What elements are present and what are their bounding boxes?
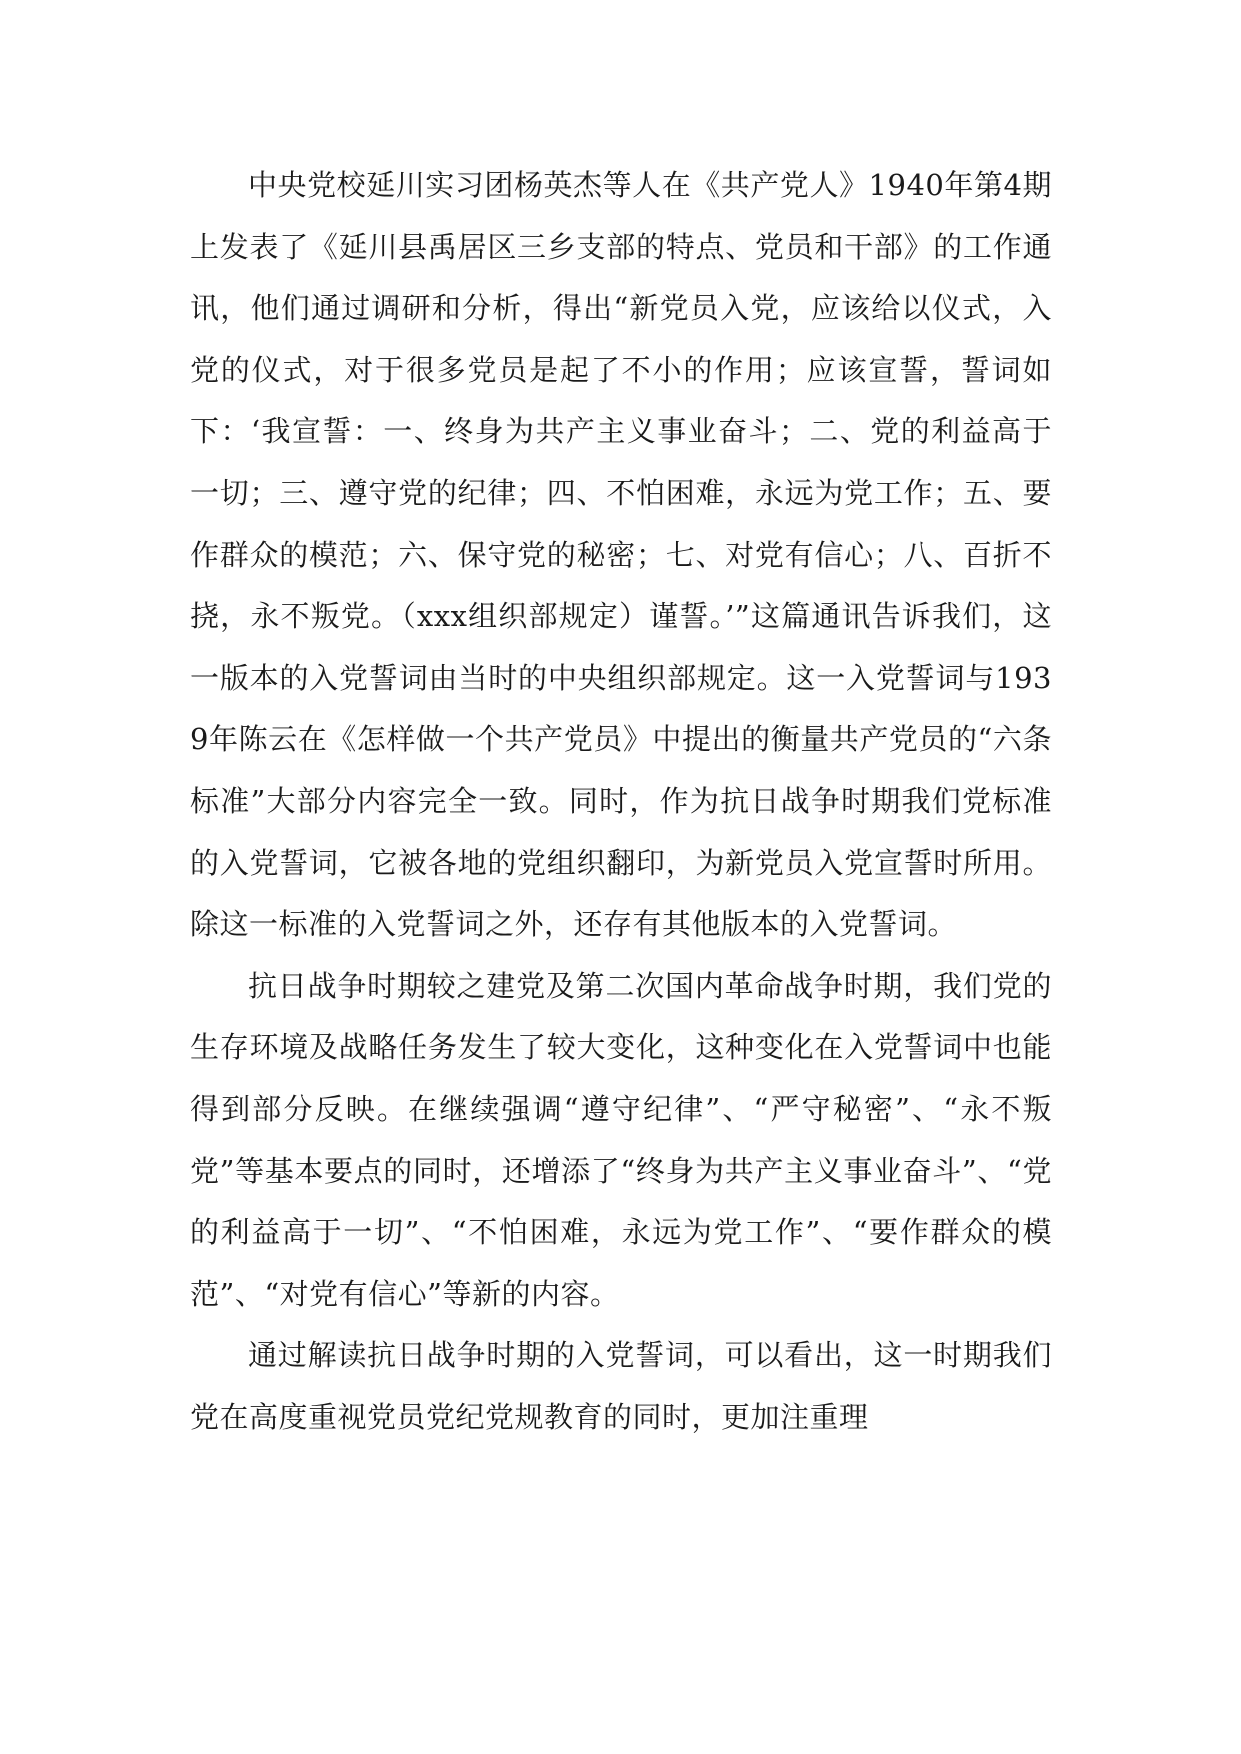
document-body xyxy=(190,155,1052,1448)
paragraph-2: 抗日战争时期较之建党及第二次国内革命战争时期，我们党的生存环境及战略任务发生了较大变化，这种变化在入党誓词中也能得到部分反映。在继续强调“遵守纪律”、“严守秘密”、“永不叛党”等基本要点的同时，还增添了“终身为共产主义事业奋斗”、“党的利益高于一切”、“不怕困难，永远为党工作”、“要作群众的模范”、“对党有信心”等新的内容。 xyxy=(190,968,1052,1311)
paragraph-1: 中央党校延川实习团杨英杰等人在《共产党人》1940年第4期上发表了《延川县禹居区三乡支部的特点、党员和干部》的工作通讯，他们通过调研和分析，得出“新党员入党，应该给以仪式，入党的仪式，对于很多党员是起了不小的作用；应该宣誓，誓词如下：‘我宣誓：一、终身为共产主义事业奋斗；二、党的利益高于一切；三、遵守党的纪律；四、不怕困难，永远为党工作；五、要作群众的模范；六、保守党的秘密；七、对党有信心；八、百折不挠，永不叛党。（xxx组织部规定）谨誓。’”这篇通讯告诉我们，这一版本的入党誓词由当时的中央组织部规定。这一入党誓词与1939年陈云在《怎样做一个共产党员》中提出的衡量共产党员的“六条标准”大部分内容完全一致。同时，作为抗日战争时期我们党标准的入党誓词，它被各地的党组织翻印，为新党员入党宣誓时所用。除这一标准的入党誓词之外，还存有其他版本的入党誓词。 xyxy=(190,168,1052,942)
paragraph-3: 通过解读抗日战争时期的入党誓词，可以看出，这一时期我们党在高度重视党员党纪党规教育的同时，更加注重理 xyxy=(190,1338,1052,1434)
